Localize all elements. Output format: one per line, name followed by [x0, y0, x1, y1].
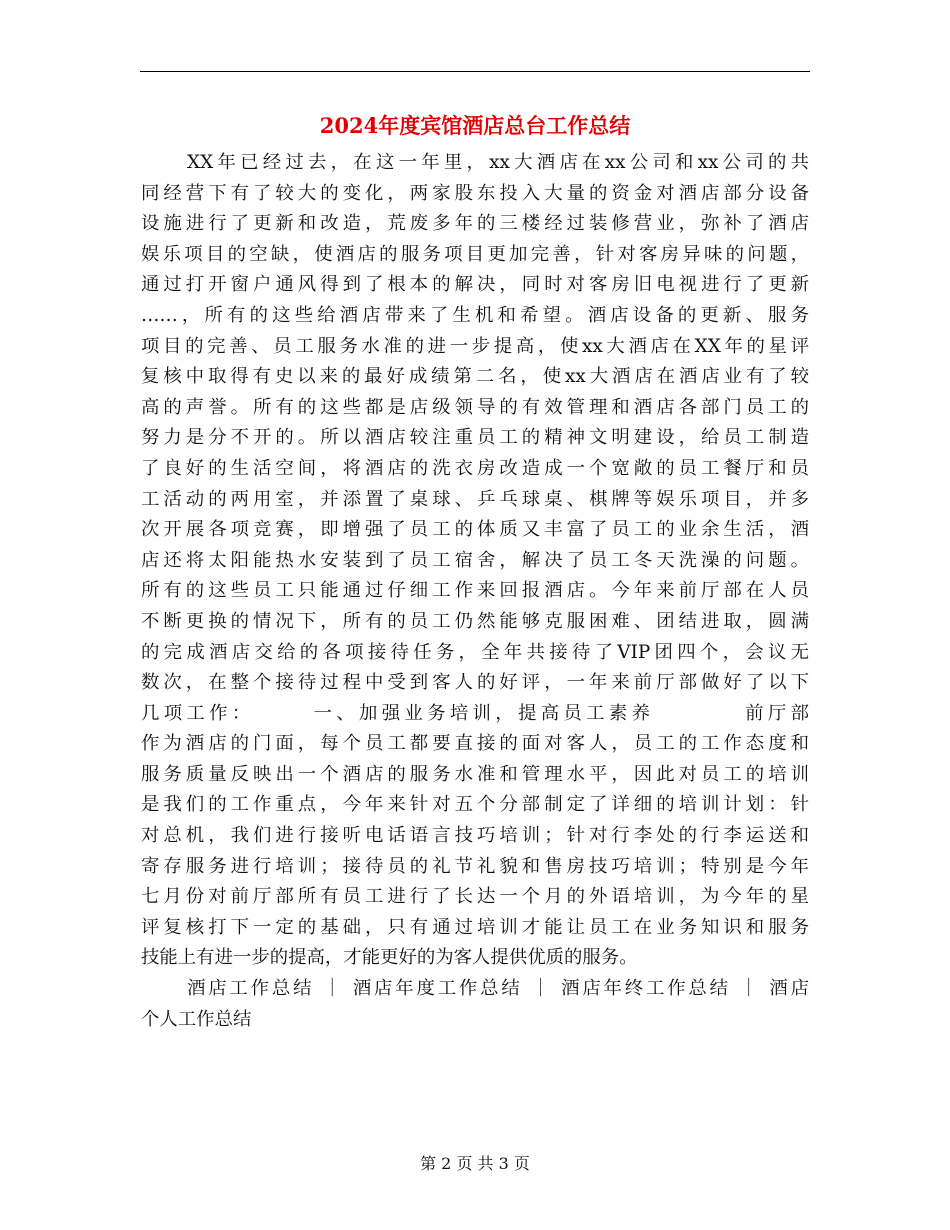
paragraph-line: 娱乐项目的空缺，使酒店的服务项目更加完善，针对客房异味的问题， [141, 243, 809, 265]
paragraph-line: 项目的完善、员工服务水准的进一步提高，使xx大酒店在XX年的星评 [141, 335, 809, 357]
paragraph-line: ……，所有的这些给酒店带来了生机和希望。酒店设备的更新、服务 [141, 304, 809, 326]
document-title: 2024年度宾馆酒店总台工作总结 [319, 113, 631, 138]
paragraph-line: 几项工作： 一、加强业务培训，提高员工素养 前厅部 [141, 702, 809, 724]
paragraph-line: 次开展各项竞赛，即增强了员工的体质又丰富了员工的业余生活，酒 [141, 519, 809, 541]
paragraph-line: 不断更换的情况下，所有的员工仍然能够克服困难、团结进取，圆满 [141, 610, 809, 632]
paragraph-line: 的完成酒店交给的各项接待任务，全年共接待了VIP团四个，会议无 [141, 641, 809, 663]
paragraph-line: 设施进行了更新和改造，荒废多年的三楼经过装修营业，弥补了酒店 [141, 213, 809, 235]
paragraph-line: 高的声誉。所有的这些都是店级领导的有效管理和酒店各部门员工的 [141, 396, 809, 418]
header-rule [140, 71, 810, 72]
paragraph-line: 寄存服务进行培训；接待员的礼节礼貌和售房技巧培训；特别是今年 [141, 855, 809, 877]
paragraph-line: 所有的这些员工只能通过仔细工作来回报酒店。今年来前厅部在人员 [141, 580, 809, 602]
paragraph-line: 复核中取得有史以来的最好成绩第二名，使xx大酒店在酒店业有了较 [141, 366, 809, 388]
paragraph-line: 工活动的两用室，并添置了桌球、乒乓球桌、棋牌等娱乐项目，并多 [141, 488, 809, 510]
paragraph-line: 店还将太阳能热水安装到了员工宿舍，解决了员工冬天洗澡的问题。 [141, 549, 809, 571]
paragraph-line: 通过打开窗户通风得到了根本的解决，同时对客房旧电视进行了更新 [141, 274, 809, 296]
paragraph-line: 作为酒店的门面，每个员工都要直接的面对客人，员工的工作态度和 [141, 733, 809, 755]
paragraph-line: 对总机，我们进行接听电话语言技巧培训；针对行李处的行李运送和 [141, 825, 809, 847]
paragraph-line: 是我们的工作重点，今年来针对五个分部制定了详细的培训计划：针 [141, 794, 809, 816]
related-links-line: 酒店工作总结 ｜ 酒店年度工作总结 ｜ 酒店年终工作总结 ｜ 酒店 [187, 978, 809, 1000]
related-links-line: 个人工作总结 [141, 1008, 252, 1030]
paragraph-line: XX年已经过去，在这一年里，xx大酒店在xx公司和xx公司的共 [187, 152, 809, 173]
paragraph-line: 同经营下有了较大的变化，两家股东投入大量的资金对酒店部分设备 [141, 182, 809, 204]
paragraph-line: 评复核打下一定的基础，只有通过培训才能让员工在业务知识和服务 [141, 916, 809, 938]
page-number: 第 2 页 共 3 页 [420, 1154, 530, 1173]
paragraph-line: 技能上有进一步的提高，才能更好的为客人提供优质的服务。 [141, 947, 638, 969]
paragraph-line: 了良好的生活空间，将酒店的洗衣房改造成一个宽敞的员工餐厅和员 [141, 457, 809, 479]
paragraph-line: 服务质量反映出一个酒店的服务水准和管理水平，因此对员工的培训 [141, 763, 809, 785]
paragraph-line: 数次，在整个接待过程中受到客人的好评，一年来前厅部做好了以下 [141, 672, 809, 694]
paragraph-line: 七月份对前厅部所有员工进行了长达一个月的外语培训，为今年的星 [141, 886, 809, 908]
paragraph-line: 努力是分不开的。所以酒店较注重员工的精神文明建设，给员工制造 [141, 427, 809, 449]
document-body [141, 148, 809, 1035]
